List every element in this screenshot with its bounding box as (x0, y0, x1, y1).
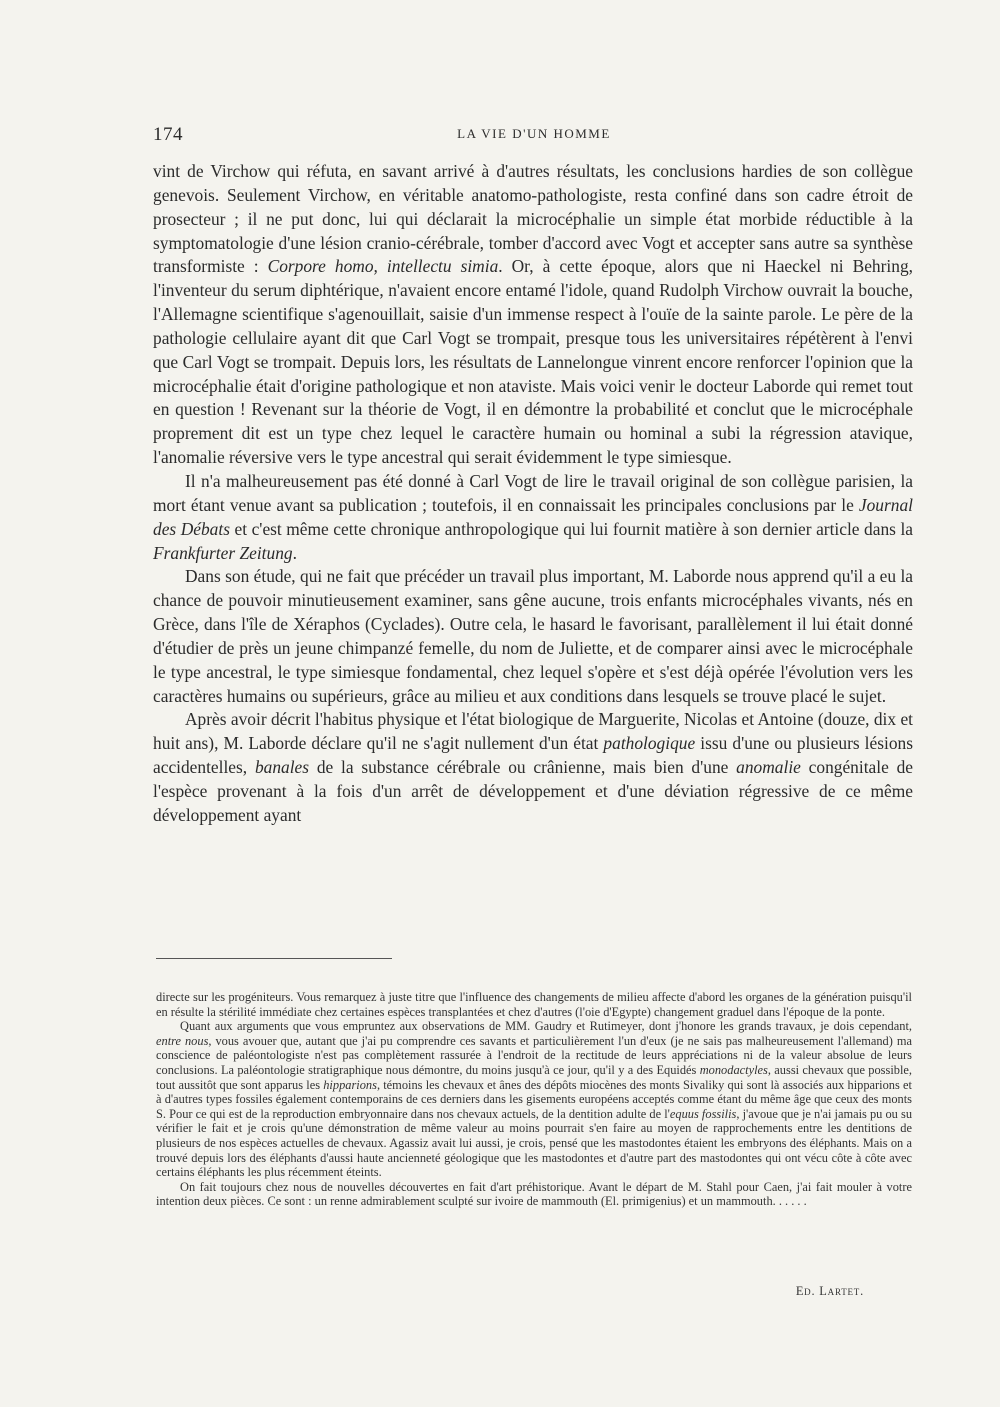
text-run: congénitale de l'espèce provenant à la fois d'un arrêt de développement et d'une déviation régressive de ce même développement ayant (153, 757, 913, 825)
emphasis: entre nous (156, 1033, 209, 1048)
main-text (153, 160, 913, 828)
emphasis: anomalie (736, 757, 801, 778)
text-run: , témoins les chevaux et ânes des dépôts miocènes des monts Sivaliky qui sont là associés aux hipparions et à d'autres types fossiles également contemporains de ces derniers dans les gisements européens acceptés comme étant du même âge que ceux des monts S. Pour ce qui est de la reproduction embryonnaire dans nos chevaux actuels, de la dentition adulte de l' (156, 1077, 912, 1121)
footnote-2 (156, 1019, 912, 1180)
paragraph-1 (153, 160, 913, 470)
text-run: . Or, à cette époque, alors que ni Haeckel ni Behring, l'inventeur du serum diphtérique, n'avaient encore entamé l'idole, quand Rudolph Virchow ouvrait la bouche, l'Allemagne scientifique s'agenouillait, saisie d'un immense respect à l'ouïe de la sainte parole. Le père de la pathologie cellulaire ayant dit que Carl Vogt se trompait, presque tous les universitaires répétèrent à l'envi que Carl Vogt se trompait. Depuis lors, les résultats de Lannelongue vinrent encore renforcer l'opinion que la microcéphalie était d'origine pathologique et non ataviste. Mais voici venir le docteur Laborde qui remet tout en question ! Revenant sur la théorie de Vogt, il en démontre la probabilité et conclut que le microcéphale proprement dit est un type chez lequel le caractère humain ou hominal a subi la régression atavique, l'anomalie réversive vers le type ancestral qui serait évidemment le type simiesque. (153, 256, 913, 468)
publication-title: Journal des Débats (153, 494, 913, 539)
paragraph-3: Dans son étude, qui ne fait que précéder un travail plus important, M. Laborde nous apprend qu'il a eu la chance de pouvoir minutieusement examiner, sans gêne aucune, trois enfants microcéphales vivants, nés en Grèce, dans l'île de Xéraphos (Cyclades). Outre cela, le hasard le favorisant, parallèlement il lui était donné d'étudier de près un jeune chimpanzé femelle, du nom de Juliette, et de comparer ainsi avec le microcéphale le type ancestral, le type simiesque fondamental, chez lequel s'opère et s'est déjà opérée l'évolution vers les caractères humains ou supérieurs, grâce au milieu et aux conditions dans lesquels se trouve placé le sujet. (153, 566, 913, 706)
text-run: issu d'une ou plusieurs lésions accidentelles, (153, 733, 913, 778)
paragraph-4 (153, 708, 913, 827)
paragraph-2 (153, 470, 913, 565)
running-title: LA VIE D'UN HOMME (457, 126, 611, 141)
page-header (153, 122, 915, 146)
emphasis: monodactyles (699, 1062, 768, 1077)
footnote-1: directe sur les progéniteurs. Vous remarquez à juste titre que l'influence des changements de milieu affecte d'abord les organes de la génération puisqu'il en résulte la stérilité immédiate chez certaines espèces transplantées et chez d'autres (l'oie d'Egypte) changement graduel dans l'époque de la ponte. (156, 990, 912, 1019)
text-run: Après avoir décrit l'habitus physique et l'état biologique de Marguerite, Nicolas et Antoine (douze, dix et huit ans), M. Laborde déclare qu'il ne s'agit nullement d'un état (153, 709, 913, 754)
page-number: 174 (153, 124, 183, 145)
text-run: Il n'a malheureusement pas été donné à Carl Vogt de lire le travail original de son collègue parisien, la mort étant venue avant sa publication ; toutefois, il en connaissait les principales conclusions par le (153, 470, 913, 515)
emphasis: pathologique (603, 733, 696, 754)
text-run: . (292, 542, 297, 563)
signature: Ed. Lartet. (795, 1284, 864, 1298)
text-run: de la substance cérébrale ou crânienne, mais bien d'une (309, 757, 737, 778)
emphasis: banales (254, 757, 310, 778)
emphasis: equus fossilis (669, 1106, 737, 1121)
emphasis: hipparions (323, 1077, 377, 1092)
footnote-divider (156, 958, 392, 959)
text-run: Quant aux arguments que vous empruntez aux observations de MM. Gaudry et Rutimeyer, dont j'honore les grands travaux, je dois cependant, (180, 1019, 912, 1034)
text-run: , vous avouer que, autant que j'ai pu comprendre ces savants et particulièrement l'un d'eux (je ne sais pas malheureusement l'allemand) ma conscience de paléontologiste n'est pas complètement rassurée à l'endroit de la rectitude de leurs appréciations ni de la valeur absolue de leurs conclusions. La paléontologie stratigraphique nous démontre, du moins jusqu'à ce jour, qu'il y a des Equidés (156, 1033, 912, 1077)
footnote-3: On fait toujours chez nous de nouvelles découvertes en fait d'art préhistorique. Avant le départ de M. Stahl pour Caen, j'ai fait mouler à votre intention deux pièces. Ce sont : un renne admirablement sculpté sur ivoire de mammouth (El. primigenius) et un mammouth. . . . . . (156, 1179, 912, 1209)
publication-title: Frankfurter Zeitung (153, 542, 293, 563)
text-run: et c'est même cette chronique anthropologique qui lui fournit matière à son dernier article dans la (229, 518, 913, 539)
text-run: , j'avoue que je n'ai jamais pu ou su vérifier le fait et je crois qu'une démonstration de même valeur au moins pourrait s'en faire au moyen de rapprochements entre les dentitions de plusieurs de nos espèces actuelles de chevaux. Agassiz avait lui aussi, je crois, pensé que les mastodontes étaient les embryons des éléphants. Mais on a trouvé depuis lors des éléphants d'aussi haute ancienneté géologique que les mastodontes et d'autre part des mastodontes qui ont vécu côte à côte avec certains éléphants les plus récemment éteints. (156, 1106, 913, 1180)
text-run: , aussi chevaux que possible, tout aussitôt que sont apparus les (156, 1062, 912, 1092)
footnotes (156, 990, 912, 1209)
latin-quote: Corpore homo, intellectu simia (267, 256, 499, 277)
text-run: vint de Virchow qui réfuta, en savant arrivé à d'autres résultats, les conclusions hardies de son collègue genevois. Seulement Virchow, en véritable anatomo-pathologiste, resta confiné dans son cadre étroit de prosecteur ; il ne put donc, lui qui déclarait la microcéphalie un simple état morbide réductible à la symptomatologie d'une lésion cranio-cérébrale, tomber d'accord avec Vogt et accepter sans autre sa synthèse transformiste : (153, 161, 913, 277)
